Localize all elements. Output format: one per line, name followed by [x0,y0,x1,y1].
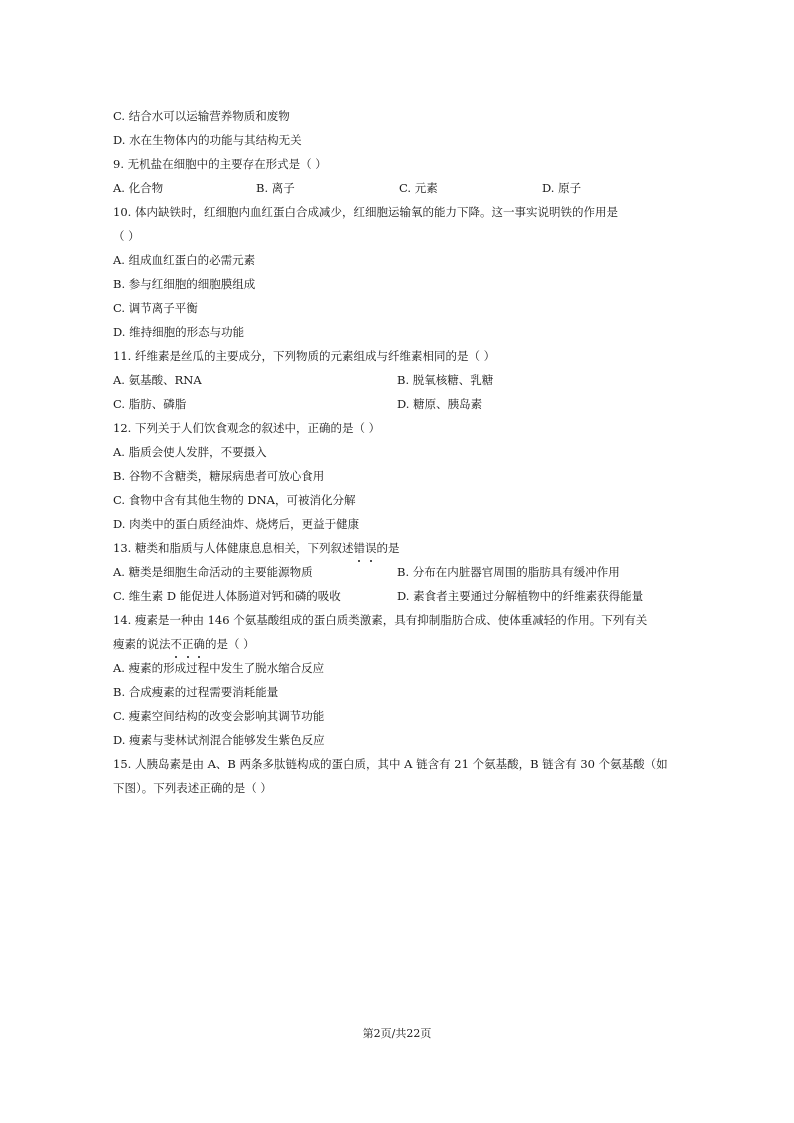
q9-options [113,176,693,200]
q8-option-d: D. 水在生物体内的功能与其结构无关 [113,133,302,147]
q10-option-c: C. 调节离子平衡 [113,301,198,315]
q11-options-row2 [113,392,693,416]
q9-option-a: A. 化合物 [113,181,164,195]
q14-emphasis-char-2: 正 [182,632,194,656]
q13-stem [113,536,693,560]
q10-option-b: B. 参与红细胞的细胞膜组成 [113,277,256,291]
q14-option-d: D. 瘦素与斐林试剂混合能够发生紫色反应 [113,733,325,747]
q8-option-c: C. 结合水可以运输营养物质和废物 [113,109,290,123]
q9-option-c: C. 元素 [399,181,438,195]
q14-option-a: A. 瘦素的形成过程中发生了脱水缩合反应 [113,661,325,675]
q13-stem-prefix: 13. 糖类和脂质与人体健康息息相关，下列叙述 [113,541,354,555]
q12-option-b: B. 谷物不含糖类，糖尿病患者可放心食用 [113,469,325,483]
page-content [113,104,693,800]
page-number-footer: 第2页/共22页 [362,1027,432,1040]
q14-option-b: B. 合成瘦素的过程需要消耗能量 [113,685,279,699]
q12-option-a: A. 脂质会使人发胖，不要摄入 [113,445,267,459]
q9-option-d: D. 原子 [542,181,582,195]
q13-option-a: A. 糖类是细胞生命活动的主要能源物质 [113,565,313,579]
q15-stem-line1: 15. 人胰岛素是由 A、B 两条多肽链构成的蛋白质，其中 A 链含有 21 个氨基酸，B 链含有 30 个氨基酸（如 [113,757,668,771]
q13-option-d: D. 素食者主要通过分解植物中的纤维素获得能量 [397,589,644,603]
q13-option-b: B. 分布在内脏器官周围的脂肪具有缓冲作用 [397,565,620,579]
q9-option-b: B. 离子 [256,181,295,195]
q13-stem-suffix: 的是 [376,541,400,555]
q13-emphasis-char-1: 错 [353,536,365,560]
q11-option-c: C. 脂肪、磷脂 [113,397,187,411]
q12-option-d: D. 肉类中的蛋白质经油炸、烧烤后，更益于健康 [113,517,360,531]
q10-stem-line2: （ ） [113,229,140,243]
q14-stem-prefix: 瘦素的说法 [113,637,171,651]
q12-option-c: C. 食物中含有其他生物的 DNA，可被消化分解 [113,493,356,507]
q10-option-a: A. 组成血红蛋白的必需元素 [113,253,256,267]
q14-emphasis-char-3: 确 [194,632,206,656]
q15-stem-line2: 下图）。下列表述正确的是（ ） [113,781,272,795]
q11-option-b: B. 脱氧核糖、乳糖 [397,373,494,387]
q13-options-row2 [113,584,693,608]
q11-option-a: A. 氨基酸、RNA [113,373,202,387]
q11-options-row1 [113,368,693,392]
q13-options-row1 [113,560,693,584]
q10-option-d: D. 维持细胞的形态与功能 [113,325,245,339]
q14-stem-line2 [113,632,693,656]
q12-stem: 12. 下列关于人们饮食观念的叙述中，正确的是（ ） [113,421,381,435]
q13-option-c: C. 维生素 D 能促进人体肠道对钙和磷的吸收 [113,589,341,603]
q14-stem-line1: 14. 瘦素是一种由 146 个氨基酸组成的蛋白质类激素，具有抑制脂肪合成、使体重减轻的作用。下列有关 [113,613,648,627]
q14-emphasis-char-1: 不 [171,632,183,656]
q11-option-d: D. 糖原、胰岛素 [397,397,483,411]
q9-stem: 9. 无机盐在细胞中的主要存在形式是（ ） [113,157,327,171]
q10-stem-line1: 10. 体内缺铁时，红细胞内血红蛋白合成减少，红细胞运输氧的能力下降。这一事实说明铁的作用是 [113,205,618,219]
q14-option-c: C. 瘦素空间结构的改变会影响其调节功能 [113,709,325,723]
q14-stem-suffix: 的是（ ） [205,637,255,651]
q11-stem: 11. 纤维素是丝瓜的主要成分，下列物质的元素组成与纤维素相同的是（ ） [113,349,496,363]
q13-emphasis-char-2: 误 [365,536,377,560]
